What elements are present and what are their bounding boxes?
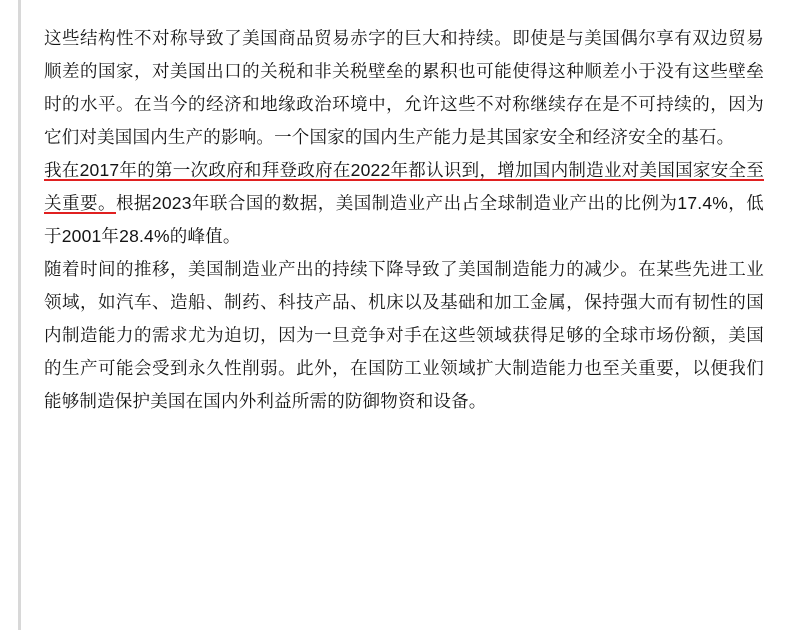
document-body: [44, 0, 764, 418]
paragraph-remainder: 根据2023年联合国的数据，美国制造业产出占全球制造业产出的比例为17.4%，低于2001年28.4%的峰值。: [44, 193, 764, 246]
paragraph-manufacturing-share: [44, 154, 764, 253]
highlighted-sentence: 我在2017年的第一次政府和拜登政府在2022年都认识到，增加国内制造业对美国国家安全至关重要。: [44, 160, 764, 213]
paragraph-industrial-capacity: 随着时间的推移，美国制造业产出的持续下降导致了美国制造能力的减少。在某些先进工业领域，如汽车、造船、制药、科技产品、机床以及基础和加工金属，保持强大而有韧性的国内制造能力的需求尤为迫切，因为一旦竞争对手在这些领域获得足够的全球市场份额，美国的生产可能会受到永久性削弱。此外，在国防工业领域扩大制造能力也至关重要，以便我们能够制造保护美国在国内外利益所需的防御物资和设备。: [44, 259, 764, 411]
left-margin-rule: [18, 0, 21, 630]
paragraph-trade-asymmetry: 这些结构性不对称导致了美国商品贸易赤字的巨大和持续。即使是与美国偶尔享有双边贸易顺差的国家，对美国出口的关税和非关税壁垒的累积也可能使得这种顺差小于没有这些壁垒时的水平。在当今的经济和地缘政治环境中，允许这些不对称继续存在是不可持续的，因为它们对美国国内生产的影响。一个国家的国内生产能力是其国家安全和经济安全的基石。: [44, 28, 764, 147]
